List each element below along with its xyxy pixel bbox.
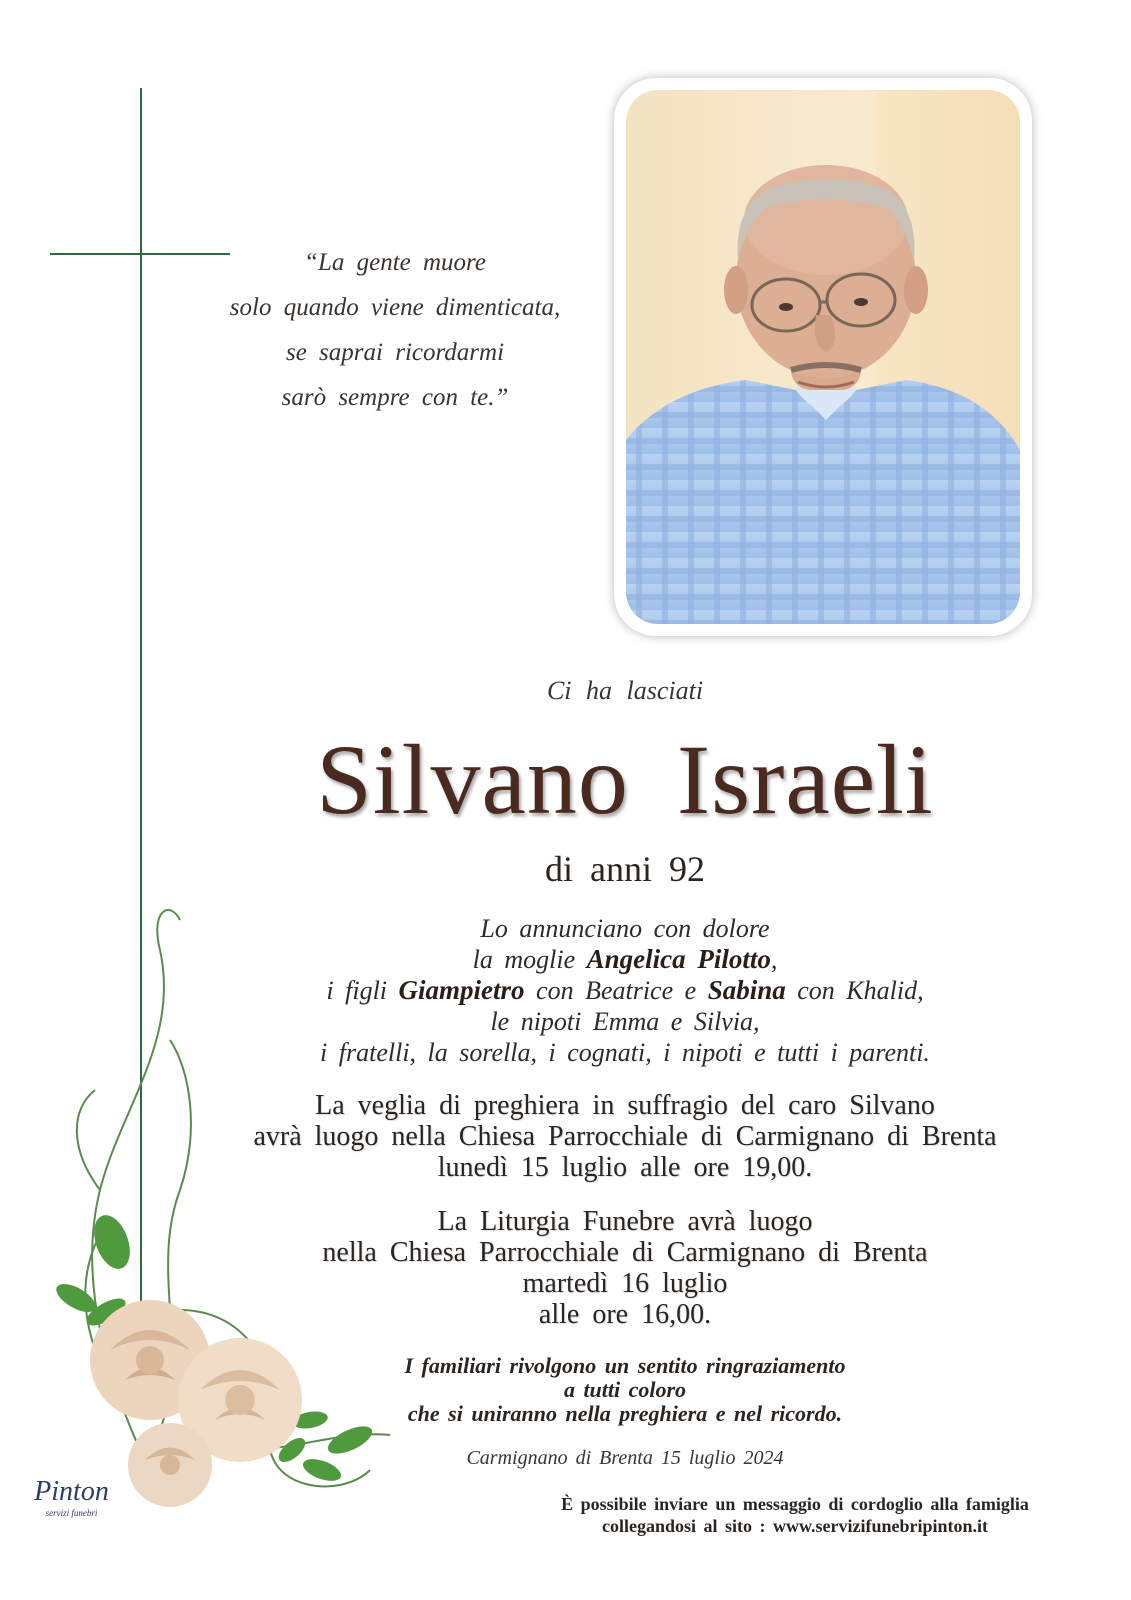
wife-prefix: la moglie [472, 945, 576, 974]
funeral-line: alle ore 16,00. [538, 1299, 712, 1330]
portrait-frame [614, 78, 1032, 636]
thanks-line: che si uniranno nella preghiera e nel ricordo. [407, 1401, 843, 1426]
announce-line: i fratelli, la sorella, i cognati, i nipoti e tutti i parenti. [320, 1038, 930, 1067]
quote-line: se saprai ricordarmi [285, 339, 505, 366]
quote-line: sarò sempre con te.” [281, 384, 509, 411]
condolence-website-link[interactable]: collegandosi al sito : www.servizifunebripinton.it [601, 1516, 988, 1536]
wife-name: Angelica Pilotto [586, 944, 771, 974]
condolence-notice[interactable] [505, 1493, 1085, 1537]
place-date: Carmignano di Brenta 15 luglio 2024 [466, 1447, 784, 1469]
deceased-age: di anni 92 [545, 849, 705, 889]
cross-icon-bar [50, 253, 230, 255]
vigil-line: La veglia di preghiera in suffragio del caro Silvano [315, 1090, 935, 1121]
logo-name: Pinton [34, 1476, 109, 1507]
condolence-line: È possibile inviare un messaggio di cordoglio alla famiglia [561, 1494, 1029, 1514]
logo-subtitle: servizi funebri [45, 1508, 98, 1518]
rose-floral-decoration-icon [40, 890, 510, 1530]
funeral-line: martedì 16 luglio [522, 1268, 728, 1299]
wife-suffix: , [770, 945, 778, 974]
children-prefix: i figli [326, 976, 388, 1005]
child-name: Sabina [707, 975, 786, 1005]
quote-line: “La gente muore [304, 249, 486, 276]
pinton-logo [18, 1468, 123, 1528]
portrait-photo [626, 90, 1020, 624]
thanks-line: I familiari rivolgono un sentito ringraziamento [404, 1353, 846, 1378]
child-name: Giampietro [398, 975, 525, 1005]
intro-text: Ci ha lasciati [546, 676, 704, 705]
funeral-line: nella Chiesa Parrocchiale di Carmignano di Brenta [322, 1237, 928, 1268]
deceased-name: Silvano Israeli [316, 724, 934, 835]
announce-line: le nipoti Emma e Silvia, [490, 1007, 760, 1036]
portrait-image [626, 90, 1020, 624]
vigil-line: avrà luogo nella Chiesa Parrocchiale di Carmignano di Brenta [253, 1121, 997, 1152]
vigil-line: lunedì 15 luglio alle ore 19,00. [437, 1152, 813, 1183]
thanks-line: a tutti coloro [563, 1377, 687, 1402]
memorial-quote [215, 240, 575, 420]
child-partner: con Beatrice e [536, 976, 697, 1005]
announce-line: Lo annunciano con dolore [480, 914, 770, 943]
child-partner: con Khalid, [797, 976, 924, 1005]
quote-line: solo quando viene dimenticata, [229, 294, 561, 321]
funeral-line: La Liturgia Funebre avrà luogo [437, 1206, 813, 1237]
